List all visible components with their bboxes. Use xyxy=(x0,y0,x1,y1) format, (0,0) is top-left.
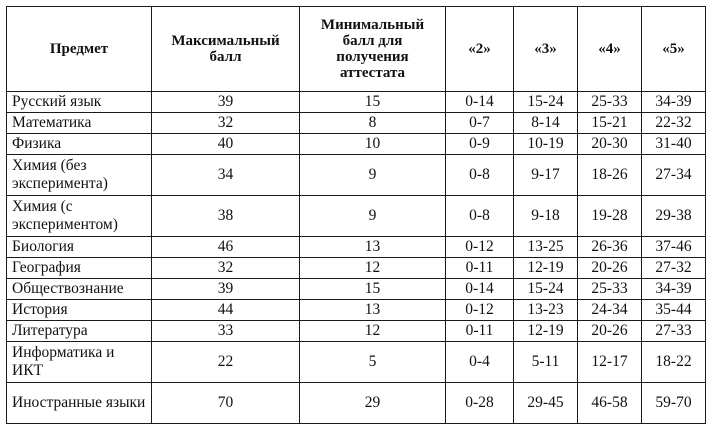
min-score-cell: 13 xyxy=(300,237,446,258)
grade-3-cell: 15-24 xyxy=(514,279,578,300)
min-score-cell: 29 xyxy=(300,383,446,424)
table-row xyxy=(7,134,706,155)
max-score-cell: 44 xyxy=(152,300,300,321)
grade-4-cell: 12-17 xyxy=(578,342,642,383)
subject-cell: Информатика и ИКТ xyxy=(7,342,152,383)
table-row xyxy=(7,383,706,424)
grade-4-cell: 25-33 xyxy=(578,92,642,113)
grade-3-cell: 29-45 xyxy=(514,383,578,424)
max-score-cell: 46 xyxy=(152,237,300,258)
table-row xyxy=(7,279,706,300)
grade-4-cell: 24-34 xyxy=(578,300,642,321)
grade-2-cell: 0-28 xyxy=(446,383,514,424)
table-row xyxy=(7,321,706,342)
grade-2-cell: 0-4 xyxy=(446,342,514,383)
grade-5-cell: 27-34 xyxy=(642,155,706,196)
grade-2-cell: 0-12 xyxy=(446,237,514,258)
max-score-cell: 34 xyxy=(152,155,300,196)
max-score-cell: 22 xyxy=(152,342,300,383)
max-score-cell: 70 xyxy=(152,383,300,424)
min-score-cell: 12 xyxy=(300,321,446,342)
grade-3-cell: 12-19 xyxy=(514,258,578,279)
grade-4-cell: 20-30 xyxy=(578,134,642,155)
grade-3-cell: 15-24 xyxy=(514,92,578,113)
min-score-cell: 13 xyxy=(300,300,446,321)
grade-4-cell: 20-26 xyxy=(578,258,642,279)
table-row xyxy=(7,155,706,196)
grade-5-cell: 22-32 xyxy=(642,113,706,134)
min-score-cell: 15 xyxy=(300,279,446,300)
grade-3-cell: 9-18 xyxy=(514,196,578,237)
table-row xyxy=(7,196,706,237)
header-grade-4: «4» xyxy=(578,7,642,92)
score-table-container xyxy=(6,6,706,424)
grade-2-cell: 0-8 xyxy=(446,155,514,196)
grade-2-cell: 0-14 xyxy=(446,92,514,113)
grade-2-cell: 0-14 xyxy=(446,279,514,300)
grade-5-cell: 27-33 xyxy=(642,321,706,342)
grade-4-cell: 15-21 xyxy=(578,113,642,134)
grade-3-cell: 10-19 xyxy=(514,134,578,155)
grade-3-cell: 9-17 xyxy=(514,155,578,196)
grade-2-cell: 0-12 xyxy=(446,300,514,321)
grade-3-cell: 8-14 xyxy=(514,113,578,134)
subject-cell: Химия (с экспериментом) xyxy=(7,196,152,237)
score-table xyxy=(6,6,706,424)
max-score-cell: 33 xyxy=(152,321,300,342)
grade-5-cell: 59-70 xyxy=(642,383,706,424)
min-score-cell: 15 xyxy=(300,92,446,113)
table-row xyxy=(7,342,706,383)
header-row xyxy=(7,7,706,92)
grade-2-cell: 0-9 xyxy=(446,134,514,155)
header-grade-5: «5» xyxy=(642,7,706,92)
min-score-cell: 12 xyxy=(300,258,446,279)
max-score-cell: 40 xyxy=(152,134,300,155)
grade-2-cell: 0-11 xyxy=(446,258,514,279)
subject-cell: География xyxy=(7,258,152,279)
max-score-cell: 32 xyxy=(152,258,300,279)
table-row xyxy=(7,113,706,134)
table-row xyxy=(7,92,706,113)
grade-4-cell: 46-58 xyxy=(578,383,642,424)
min-score-cell: 8 xyxy=(300,113,446,134)
header-grade-2: «2» xyxy=(446,7,514,92)
table-row xyxy=(7,300,706,321)
grade-5-cell: 34-39 xyxy=(642,92,706,113)
grade-3-cell: 13-25 xyxy=(514,237,578,258)
subject-cell: Математика xyxy=(7,113,152,134)
grade-4-cell: 26-36 xyxy=(578,237,642,258)
grade-5-cell: 35-44 xyxy=(642,300,706,321)
table-row xyxy=(7,237,706,258)
subject-cell: Физика xyxy=(7,134,152,155)
grade-5-cell: 27-32 xyxy=(642,258,706,279)
grade-3-cell: 13-23 xyxy=(514,300,578,321)
grade-4-cell: 20-26 xyxy=(578,321,642,342)
grade-2-cell: 0-11 xyxy=(446,321,514,342)
grade-5-cell: 34-39 xyxy=(642,279,706,300)
header-subject: Предмет xyxy=(7,7,152,92)
max-score-cell: 38 xyxy=(152,196,300,237)
header-max-score: Максимальный балл xyxy=(152,7,300,92)
header-grade-3: «3» xyxy=(514,7,578,92)
subject-cell: Русский язык xyxy=(7,92,152,113)
grade-3-cell: 12-19 xyxy=(514,321,578,342)
grade-4-cell: 25-33 xyxy=(578,279,642,300)
header-min-score: Минимальный балл для получения аттестата xyxy=(300,7,446,92)
grade-5-cell: 18-22 xyxy=(642,342,706,383)
grade-5-cell: 31-40 xyxy=(642,134,706,155)
table-row xyxy=(7,258,706,279)
grade-2-cell: 0-7 xyxy=(446,113,514,134)
max-score-cell: 32 xyxy=(152,113,300,134)
subject-cell: Литература xyxy=(7,321,152,342)
max-score-cell: 39 xyxy=(152,279,300,300)
subject-cell: Обществознание xyxy=(7,279,152,300)
grade-5-cell: 29-38 xyxy=(642,196,706,237)
grade-3-cell: 5-11 xyxy=(514,342,578,383)
subject-cell: История xyxy=(7,300,152,321)
grade-4-cell: 18-26 xyxy=(578,155,642,196)
min-score-cell: 10 xyxy=(300,134,446,155)
subject-cell: Биология xyxy=(7,237,152,258)
min-score-cell: 9 xyxy=(300,155,446,196)
min-score-cell: 5 xyxy=(300,342,446,383)
max-score-cell: 39 xyxy=(152,92,300,113)
subject-cell: Иностранные языки xyxy=(7,383,152,424)
min-score-cell: 9 xyxy=(300,196,446,237)
subject-cell: Химия (без эксперимента) xyxy=(7,155,152,196)
grade-5-cell: 37-46 xyxy=(642,237,706,258)
grade-2-cell: 0-8 xyxy=(446,196,514,237)
grade-4-cell: 19-28 xyxy=(578,196,642,237)
